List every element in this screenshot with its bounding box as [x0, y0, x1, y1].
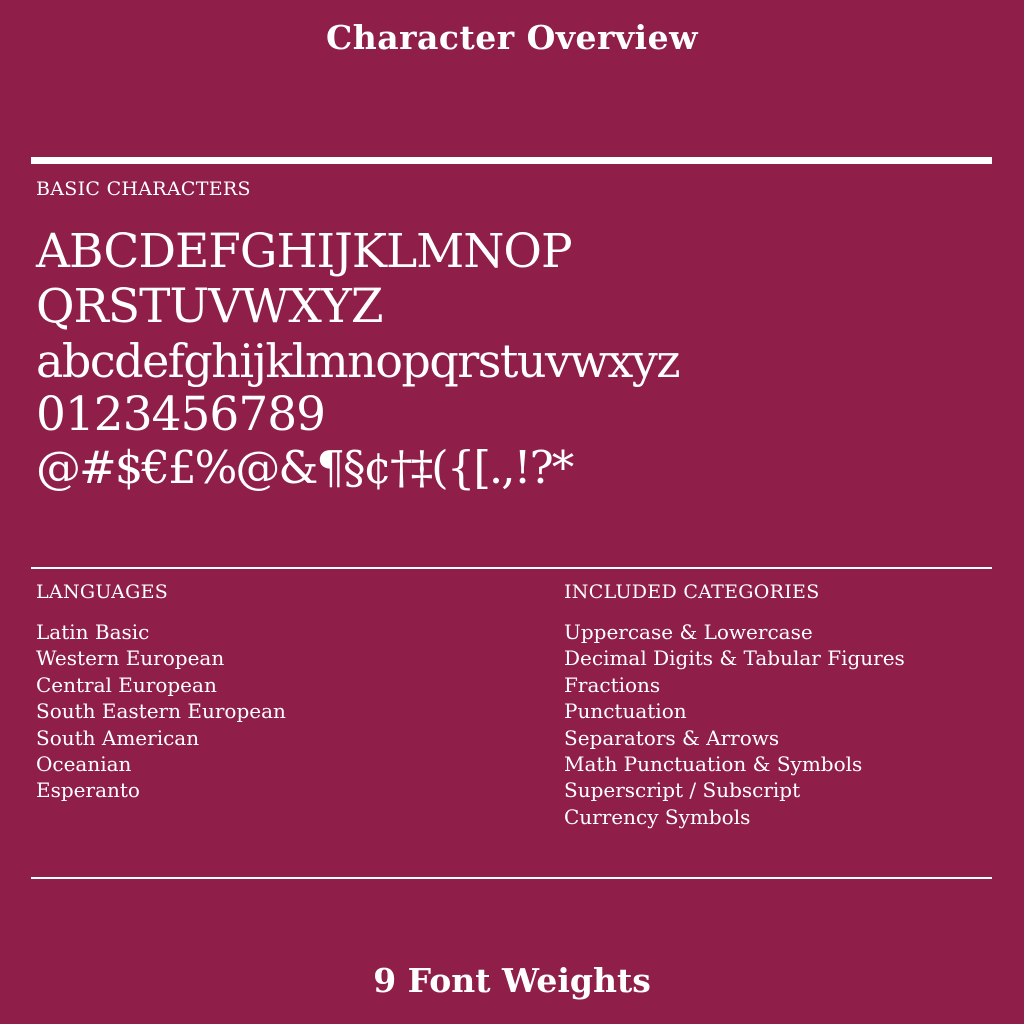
lowercase-line: abcdefghijklmnopqrstuvwxyz: [36, 334, 680, 388]
categories-label: INCLUDED CATEGORIES: [564, 581, 820, 603]
language-item: Oceanian: [36, 752, 132, 777]
language-item: Central European: [36, 672, 217, 697]
basic-characters-label: BASIC CHARACTERS: [36, 178, 251, 200]
language-item: Western European: [36, 646, 225, 671]
languages-label: LANGUAGES: [36, 581, 169, 603]
symbols-line: @#$€£%@&¶§¢†‡({[.,!?*: [36, 441, 573, 494]
category-item: Superscript / Subscript: [564, 778, 801, 803]
font-weights-caption: 9 Font Weights: [373, 961, 651, 1000]
category-item: Fractions: [564, 672, 661, 697]
top-divider: [31, 157, 992, 164]
language-item: Esperanto: [36, 778, 140, 803]
uppercase-line-1: ABCDEFGHIJKLMNOP: [36, 224, 572, 279]
category-item: Separators & Arrows: [564, 725, 780, 750]
category-item: Decimal Digits & Tabular Figures: [564, 646, 905, 671]
category-item: Currency Symbols: [564, 804, 751, 829]
page-title: Character Overview: [325, 18, 699, 57]
categories-list: [564, 619, 905, 830]
digits-line: 0123456789: [36, 387, 326, 442]
uppercase-line-2: QRSTUVWXYZ: [36, 279, 383, 334]
language-item: Latin Basic: [36, 620, 150, 644]
category-item: Punctuation: [564, 699, 687, 724]
bottom-divider: [31, 877, 992, 879]
category-item: Math Punctuation & Symbols: [564, 752, 863, 777]
category-item: Uppercase & Lowercase: [564, 620, 813, 644]
languages-list: [36, 619, 286, 804]
middle-divider: [31, 567, 992, 569]
language-item: South American: [36, 725, 200, 750]
language-item: South Eastern European: [36, 699, 286, 724]
